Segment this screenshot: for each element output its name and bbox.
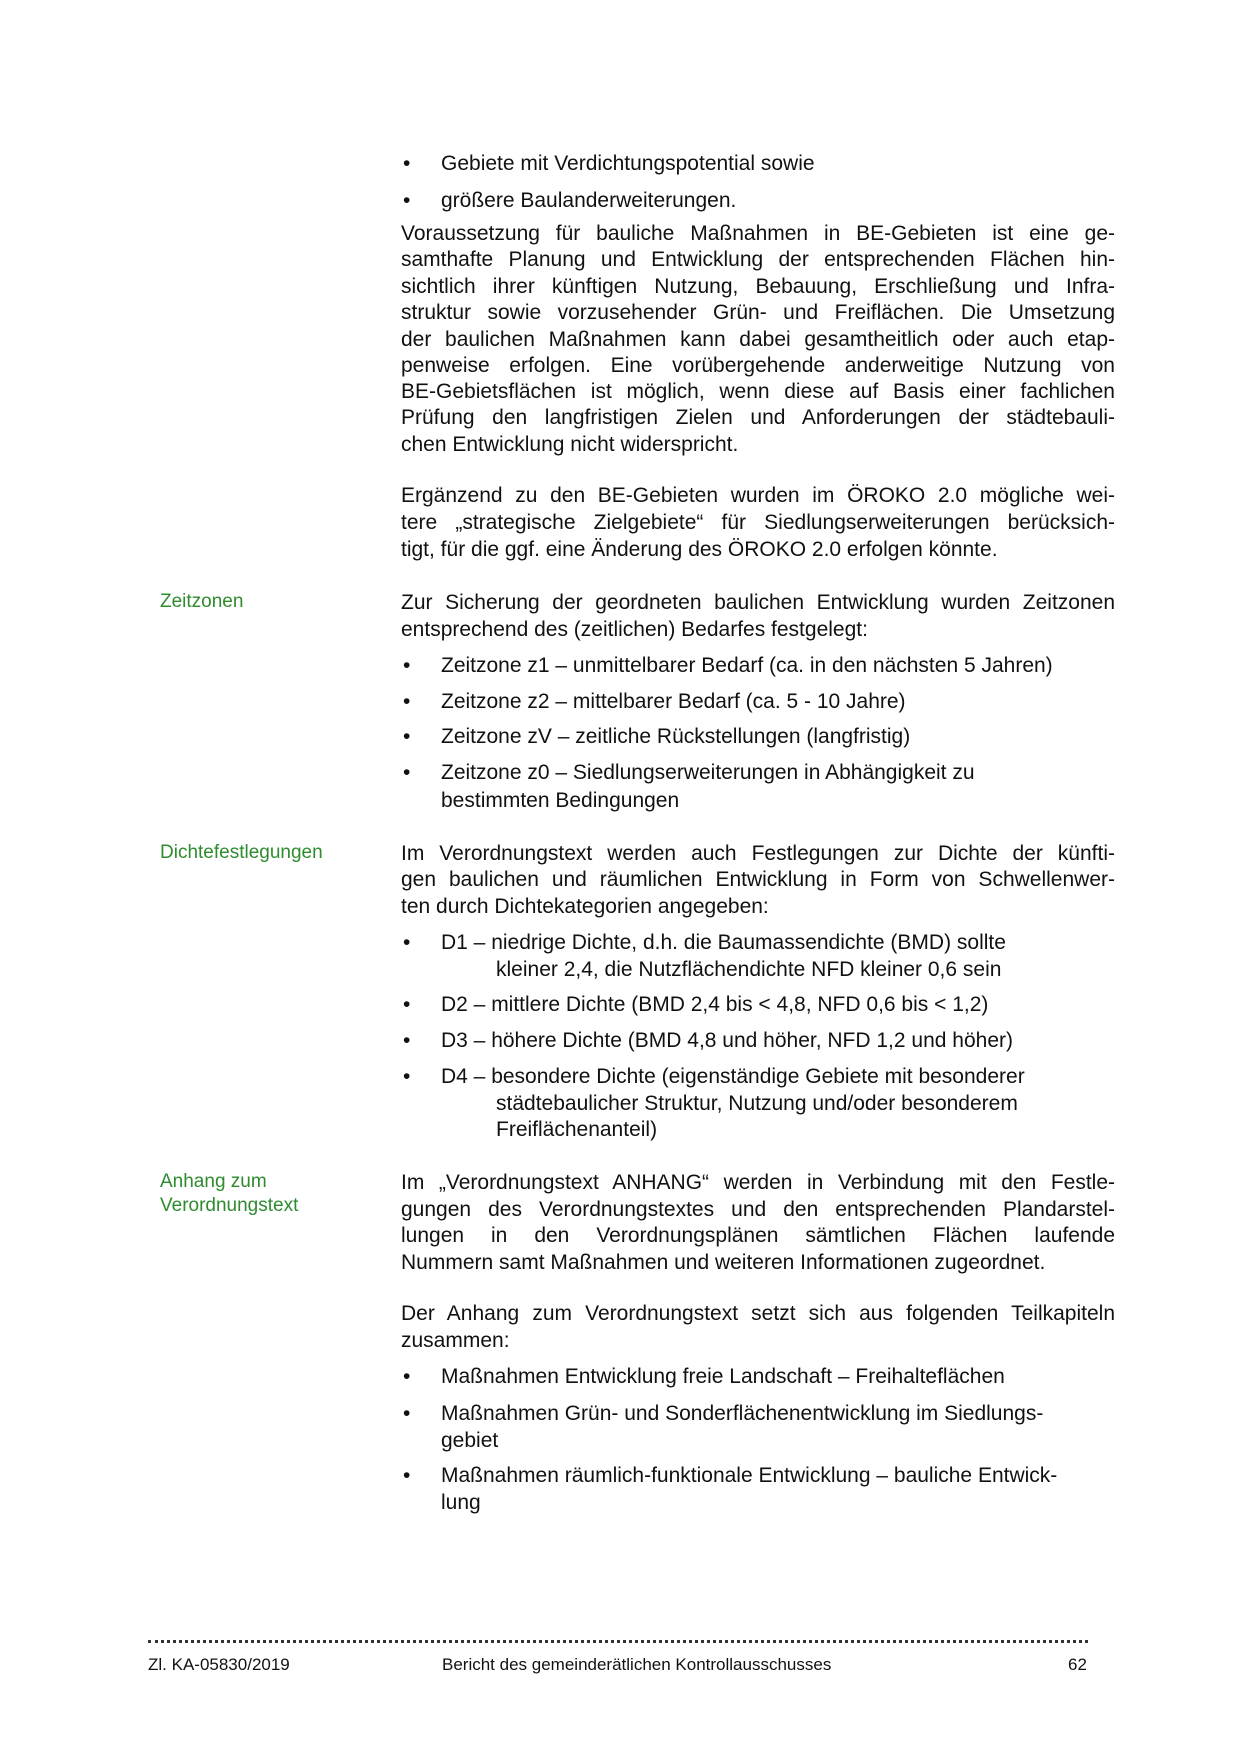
footer-title: Bericht des gemeinderätlichen Kontrollausschusses xyxy=(442,1655,832,1674)
bullet-icon: • xyxy=(403,1365,411,1388)
bullet-icon: • xyxy=(403,761,411,784)
bullet-icon: • xyxy=(403,690,411,713)
para1-line: sichtlich ihrer künftigen Nutzung, Bebauung, Erschließung und Infra- xyxy=(401,275,1115,298)
para2-line: tigt, für die ggf. eine Änderung des ÖROKO 2.0 erfolgen könnte. xyxy=(401,538,998,561)
zeitzonen-para-line: Zur Sicherung der geordneten baulichen Entwicklung wurden Zeitzonen xyxy=(401,591,1115,614)
bullet-text: Gebiete mit Verdichtungspotential sowie xyxy=(441,152,815,175)
anhang-para2-line: zusammen: xyxy=(401,1329,510,1352)
para1-line: der baulichen Maßnahmen kann dabei gesamtheitlich oder auch etap- xyxy=(401,328,1115,351)
dichte-d2: D2 – mittlere Dichte (BMD 2,4 bis < 4,8, NFD 0,6 bis < 1,2) xyxy=(441,993,989,1016)
anhang-para-line: lungen in den Verordnungsplänen sämtlichen Flächen laufende xyxy=(401,1224,1115,1247)
zeitzone-z2: Zeitzone z2 – mittelbarer Bedarf (ca. 5 - 10 Jahre) xyxy=(441,690,906,713)
zeitzone-z1: Zeitzone z1 – unmittelbarer Bedarf (ca. in den nächsten 5 Jahren) xyxy=(441,654,1053,677)
zeitzone-z0-cont: bestimmten Bedingungen xyxy=(441,789,680,812)
margin-label-anhang: Anhang zum xyxy=(160,1171,267,1192)
para2-line: tere „strategische Zielgebiete“ für Siedlungserweiterungen berücksich- xyxy=(401,511,1115,534)
anhang-para-line: gungen des Verordnungstextes und den entsprechenden Plandarstel- xyxy=(401,1198,1115,1221)
bullet-icon: • xyxy=(403,1464,411,1487)
zeitzone-zv: Zeitzone zV – zeitliche Rückstellungen (langfristig) xyxy=(441,725,911,748)
dichte-d4-cont: städtebaulicher Struktur, Nutzung und/oder besonderem xyxy=(496,1092,1018,1115)
para1-line: Voraussetzung für bauliche Maßnahmen in BE-Gebieten ist eine ge- xyxy=(401,222,1115,245)
bullet-icon: • xyxy=(403,654,411,677)
zeitzonen-para-line: entsprechend des (zeitlichen) Bedarfes festgelegt: xyxy=(401,618,868,641)
margin-label-dichte: Dichtefestlegungen xyxy=(160,842,323,863)
para1-line: chen Entwicklung nicht widerspricht. xyxy=(401,433,739,456)
bullet-icon: • xyxy=(403,1065,411,1088)
footer-divider xyxy=(148,1640,1088,1643)
anhang-bullet-cont: lung xyxy=(441,1491,481,1514)
bullet-icon: • xyxy=(403,993,411,1016)
anhang-para2-line: Der Anhang zum Verordnungstext setzt sich aus folgenden Teilkapiteln xyxy=(401,1302,1115,1325)
bullet-text: größere Baulanderweiterungen. xyxy=(441,189,737,212)
margin-label-zeitzonen: Zeitzonen xyxy=(160,591,244,612)
dichte-para-line: Im Verordnungstext werden auch Festlegungen zur Dichte der künfti- xyxy=(401,842,1115,865)
dichte-d4: D4 – besondere Dichte (eigenständige Gebiete mit besonderer xyxy=(441,1065,1025,1088)
footer-reference: Zl. KA-05830/2019 xyxy=(148,1655,290,1674)
bullet-icon: • xyxy=(403,152,411,175)
para1-line: samthafte Planung und Entwicklung der entsprechenden Flächen hin- xyxy=(401,248,1115,271)
page-number: 62 xyxy=(1068,1655,1087,1674)
bullet-icon: • xyxy=(403,189,411,212)
para1-line: BE-Gebietsflächen ist möglich, wenn diese auf Basis einer fachlichen xyxy=(401,380,1115,403)
zeitzone-z0: Zeitzone z0 – Siedlungserweiterungen in Abhängigkeit zu xyxy=(441,761,975,784)
dichte-d4-cont: Freiflächenanteil) xyxy=(496,1118,658,1141)
bullet-icon: • xyxy=(403,1402,411,1425)
dichte-para-line: ten durch Dichtekategorien angegeben: xyxy=(401,895,769,918)
anhang-para-line: Nummern samt Maßnahmen und weiteren Informationen zugeordnet. xyxy=(401,1251,1046,1274)
anhang-bullet: Maßnahmen Entwicklung freie Landschaft – Freihalteflächen xyxy=(441,1365,1005,1388)
bullet-icon: • xyxy=(403,1029,411,1052)
dichte-d1: D1 – niedrige Dichte, d.h. die Baumassendichte (BMD) sollte xyxy=(441,931,1006,954)
margin-label-anhang: Verordnungstext xyxy=(160,1195,299,1216)
para1-line: Prüfung den langfristigen Zielen und Anforderungen der städtebauli- xyxy=(401,406,1115,429)
bullet-icon: • xyxy=(403,931,411,954)
para1-line: penweise erfolgen. Eine vorübergehende anderweitige Nutzung von xyxy=(401,354,1115,377)
para2-line: Ergänzend zu den BE-Gebieten wurden im ÖROKO 2.0 mögliche wei- xyxy=(401,484,1115,507)
para1-line: struktur sowie vorzusehender Grün- und Freiflächen. Die Umsetzung xyxy=(401,301,1115,324)
anhang-bullet: Maßnahmen Grün- und Sonderflächenentwicklung im Siedlungs- xyxy=(441,1402,1044,1425)
anhang-bullet: Maßnahmen räumlich-funktionale Entwicklung – bauliche Entwick- xyxy=(441,1464,1058,1487)
bullet-icon: • xyxy=(403,725,411,748)
anhang-bullet-cont: gebiet xyxy=(441,1429,499,1452)
dichte-d3: D3 – höhere Dichte (BMD 4,8 und höher, NFD 1,2 und höher) xyxy=(441,1029,1013,1052)
anhang-para-line: Im „Verordnungstext ANHANG“ werden in Verbindung mit den Festle- xyxy=(401,1171,1115,1194)
dichte-d1-cont: kleiner 2,4, die Nutzflächendichte NFD kleiner 0,6 sein xyxy=(496,958,1002,981)
dichte-para-line: gen baulichen und räumlichen Entwicklung in Form von Schwellenwer- xyxy=(401,868,1115,891)
